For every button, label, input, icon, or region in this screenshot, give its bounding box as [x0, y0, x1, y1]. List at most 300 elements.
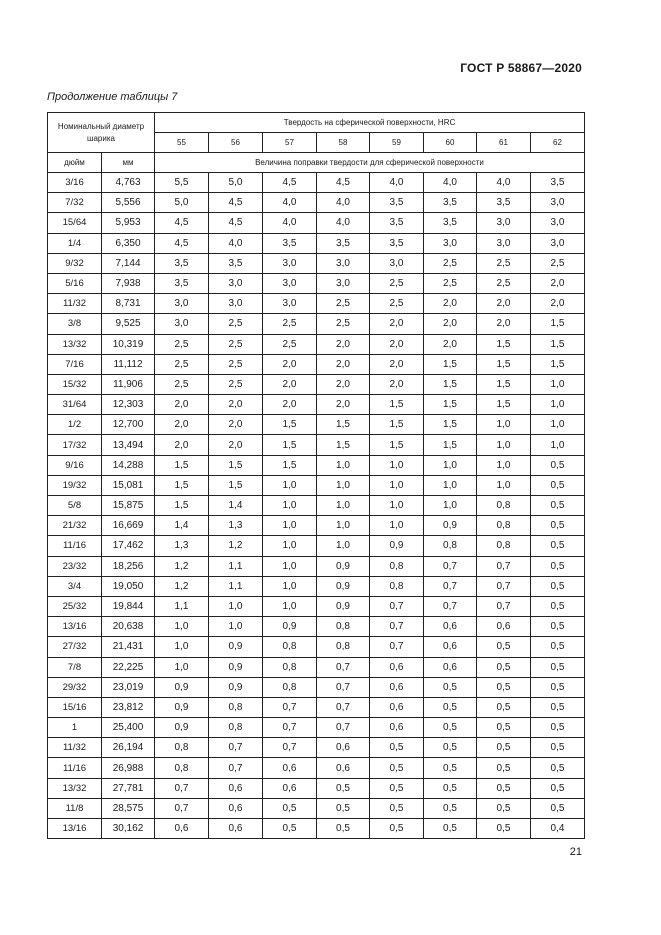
diameter-inch-cell: 5/16 [48, 273, 102, 293]
correction-value-cell: 3,0 [477, 233, 531, 253]
diameter-mm-cell: 7,144 [102, 253, 155, 273]
diameter-inch-cell: 9/32 [48, 253, 102, 273]
correction-value-cell: 1,0 [155, 617, 209, 637]
correction-value-cell: 0,5 [370, 819, 424, 839]
correction-value-cell: 0,5 [531, 738, 585, 758]
correction-value-cell: 0,5 [531, 516, 585, 536]
correction-value-cell: 0,7 [370, 617, 424, 637]
correction-value-cell: 4,5 [209, 213, 263, 233]
correction-value-cell: 2,5 [209, 314, 263, 334]
correction-value-cell: 0,5 [477, 718, 531, 738]
correction-value-cell: 0,7 [209, 758, 263, 778]
diameter-mm-cell: 23,812 [102, 697, 155, 717]
diameter-mm-cell: 26,194 [102, 738, 155, 758]
correction-value-cell: 0,7 [209, 738, 263, 758]
diameter-inch-cell: 1/2 [48, 415, 102, 435]
correction-value-cell: 1,5 [370, 415, 424, 435]
diameter-mm-cell: 19,844 [102, 596, 155, 616]
correction-value-cell: 1,5 [263, 415, 317, 435]
correction-value-cell: 2,0 [477, 314, 531, 334]
correction-value-cell: 0,5 [424, 798, 477, 818]
table-row [48, 677, 585, 697]
correction-value-cell: 1,0 [317, 496, 370, 516]
correction-value-cell: 0,8 [263, 637, 317, 657]
correction-value-cell: 1,5 [155, 496, 209, 516]
correction-value-cell: 1,5 [477, 395, 531, 415]
correction-value-cell: 2,5 [209, 354, 263, 374]
correction-value-cell: 3,5 [155, 273, 209, 293]
correction-value-cell: 1,5 [155, 475, 209, 495]
correction-value-cell: 2,0 [317, 374, 370, 394]
correction-value-cell: 0,6 [263, 758, 317, 778]
correction-value-cell: 1,0 [263, 556, 317, 576]
diameter-inch-cell: 15/16 [48, 697, 102, 717]
correction-value-cell: 0,6 [317, 738, 370, 758]
diameter-mm-cell: 7,938 [102, 273, 155, 293]
diameter-mm-cell: 12,303 [102, 395, 155, 415]
diameter-inch-cell: 25/32 [48, 596, 102, 616]
correction-value-cell: 0,5 [424, 819, 477, 839]
correction-value-cell: 1,5 [370, 395, 424, 415]
correction-value-cell: 2,0 [370, 334, 424, 354]
correction-value-cell: 0,5 [477, 758, 531, 778]
correction-value-cell: 2,5 [155, 374, 209, 394]
correction-value-cell: 0,9 [155, 697, 209, 717]
diameter-mm-cell: 6,350 [102, 233, 155, 253]
correction-value-cell: 0,8 [263, 657, 317, 677]
correction-value-cell: 3,0 [477, 213, 531, 233]
correction-value-cell: 0,8 [263, 677, 317, 697]
table-row [48, 637, 585, 657]
correction-value-cell: 3,0 [263, 253, 317, 273]
correction-value-cell: 1,5 [209, 475, 263, 495]
correction-value-cell: 1,5 [424, 374, 477, 394]
document-code: ГОСТ Р 58867—2020 [460, 61, 582, 75]
correction-value-cell: 1,0 [424, 455, 477, 475]
correction-value-cell: 1,5 [531, 314, 585, 334]
hrc-value-header: 58 [317, 133, 370, 153]
correction-value-cell: 3,5 [370, 213, 424, 233]
correction-value-cell: 0,8 [477, 516, 531, 536]
diameter-inch-cell: 5/8 [48, 496, 102, 516]
diameter-inch-cell: 11/16 [48, 758, 102, 778]
correction-value-cell: 2,0 [209, 415, 263, 435]
correction-value-cell: 3,5 [424, 193, 477, 213]
correction-value-cell: 0,8 [209, 697, 263, 717]
table-row [48, 556, 585, 576]
correction-value-cell: 4,0 [424, 173, 477, 193]
table-row [48, 516, 585, 536]
correction-value-cell: 2,0 [209, 395, 263, 415]
correction-value-cell: 2,0 [370, 354, 424, 374]
correction-value-cell: 0,7 [317, 697, 370, 717]
correction-value-cell: 0,7 [317, 657, 370, 677]
table-row [48, 475, 585, 495]
correction-value-cell: 0,9 [317, 596, 370, 616]
correction-value-cell: 0,8 [155, 738, 209, 758]
correction-value-cell: 0,7 [263, 738, 317, 758]
correction-value-cell: 0,5 [531, 455, 585, 475]
diameter-inch-cell: 27/32 [48, 637, 102, 657]
unit-mm-header: мм [102, 153, 155, 173]
table-row [48, 233, 585, 253]
hrc-value-header: 61 [477, 133, 531, 153]
diameter-inch-cell: 15/64 [48, 213, 102, 233]
correction-value-cell: 2,5 [424, 273, 477, 293]
correction-value-cell: 4,5 [263, 173, 317, 193]
correction-value-cell: 1,0 [531, 395, 585, 415]
correction-value-cell: 0,5 [370, 758, 424, 778]
correction-value-cell: 4,0 [317, 213, 370, 233]
correction-value-cell: 4,5 [209, 193, 263, 213]
correction-value-cell: 2,0 [317, 334, 370, 354]
diameter-mm-cell: 27,781 [102, 778, 155, 798]
correction-value-cell: 2,0 [424, 334, 477, 354]
correction-value-cell: 2,0 [477, 294, 531, 314]
correction-value-cell: 2,0 [263, 395, 317, 415]
correction-value-cell: 3,5 [424, 213, 477, 233]
diameter-inch-cell: 21/32 [48, 516, 102, 536]
correction-value-cell: 1,0 [477, 415, 531, 435]
correction-value-cell: 2,5 [370, 294, 424, 314]
correction-value-cell: 1,5 [531, 334, 585, 354]
correction-value-cell: 2,5 [209, 374, 263, 394]
correction-value-cell: 0,9 [209, 657, 263, 677]
correction-value-cell: 0,7 [477, 596, 531, 616]
correction-value-cell: 2,0 [531, 273, 585, 293]
correction-value-cell: 0,9 [155, 718, 209, 738]
correction-value-cell: 0,6 [209, 778, 263, 798]
table-row [48, 536, 585, 556]
correction-value-cell: 0,5 [424, 697, 477, 717]
hardness-header: Твердость на сферической поверхности, HRC [155, 113, 585, 133]
correction-value-cell: 2,5 [477, 253, 531, 273]
correction-value-cell: 3,0 [155, 314, 209, 334]
correction-value-cell: 0,9 [209, 637, 263, 657]
correction-value-cell: 0,5 [317, 778, 370, 798]
diameter-mm-cell: 14,288 [102, 455, 155, 475]
table-row [48, 334, 585, 354]
correction-value-cell: 0,5 [477, 819, 531, 839]
table-row [48, 193, 585, 213]
correction-value-cell: 0,7 [155, 798, 209, 818]
correction-value-cell: 1,0 [424, 475, 477, 495]
diameter-mm-cell: 10,319 [102, 334, 155, 354]
correction-value-cell: 0,5 [531, 576, 585, 596]
correction-value-cell: 0,7 [424, 576, 477, 596]
correction-value-cell: 1,1 [209, 556, 263, 576]
table-row [48, 435, 585, 455]
table-row [48, 819, 585, 839]
correction-value-cell: 0,5 [531, 475, 585, 495]
correction-value-cell: 2,0 [209, 435, 263, 455]
correction-value-cell: 4,0 [317, 193, 370, 213]
correction-value-cell: 0,8 [424, 536, 477, 556]
correction-value-cell: 1,0 [155, 657, 209, 677]
correction-value-cell: 0,5 [531, 697, 585, 717]
table-row [48, 697, 585, 717]
correction-value-cell: 3,0 [531, 193, 585, 213]
correction-value-cell: 2,0 [424, 314, 477, 334]
diameter-inch-cell: 23/32 [48, 556, 102, 576]
correction-value-cell: 2,0 [370, 314, 424, 334]
correction-value-cell: 1,0 [263, 475, 317, 495]
diameter-inch-cell: 13/16 [48, 617, 102, 637]
correction-value-cell: 1,0 [317, 475, 370, 495]
correction-value-cell: 0,6 [370, 677, 424, 697]
hrc-value-header: 59 [370, 133, 424, 153]
correction-value-cell: 0,5 [531, 657, 585, 677]
correction-value-cell: 0,5 [531, 596, 585, 616]
correction-value-cell: 1,3 [209, 516, 263, 536]
correction-value-cell: 2,5 [209, 334, 263, 354]
correction-value-cell: 1,0 [370, 475, 424, 495]
correction-value-cell: 5,5 [155, 173, 209, 193]
diameter-mm-cell: 4,763 [102, 173, 155, 193]
diameter-inch-cell: 31/64 [48, 395, 102, 415]
correction-value-cell: 0,6 [317, 758, 370, 778]
correction-value-cell: 1,4 [155, 516, 209, 536]
correction-value-cell: 1,5 [424, 354, 477, 374]
diameter-inch-cell: 11/8 [48, 798, 102, 818]
correction-value-cell: 1,5 [209, 455, 263, 475]
table-row [48, 718, 585, 738]
table-row [48, 213, 585, 233]
diameter-mm-cell: 16,669 [102, 516, 155, 536]
diameter-mm-cell: 26,988 [102, 758, 155, 778]
diameter-mm-cell: 22,225 [102, 657, 155, 677]
correction-value-cell: 1,5 [477, 354, 531, 374]
diameter-inch-cell: 13/16 [48, 819, 102, 839]
correction-value-cell: 0,5 [370, 798, 424, 818]
correction-value-cell: 2,0 [424, 294, 477, 314]
table-row [48, 294, 585, 314]
correction-value-cell: 0,5 [317, 798, 370, 818]
correction-value-cell: 0,4 [531, 819, 585, 839]
diameter-inch-cell: 17/32 [48, 435, 102, 455]
correction-value-cell: 1,0 [477, 475, 531, 495]
correction-value-cell: 1,0 [477, 435, 531, 455]
table-row [48, 173, 585, 193]
correction-value-cell: 0,5 [531, 496, 585, 516]
correction-value-cell: 1,5 [424, 415, 477, 435]
correction-value-cell: 1,2 [155, 556, 209, 576]
table-row [48, 576, 585, 596]
diameter-mm-cell: 20,638 [102, 617, 155, 637]
correction-value-cell: 4,0 [209, 233, 263, 253]
table-row [48, 354, 585, 374]
correction-value-cell: 0,7 [317, 718, 370, 738]
page-number: 21 [569, 846, 582, 858]
correction-value-cell: 0,5 [424, 738, 477, 758]
diameter-inch-cell: 7/8 [48, 657, 102, 677]
diameter-mm-cell: 17,462 [102, 536, 155, 556]
correction-value-cell: 0,9 [209, 677, 263, 697]
correction-value-cell: 1,5 [477, 374, 531, 394]
table-row [48, 374, 585, 394]
correction-value-cell: 0,9 [370, 536, 424, 556]
correction-value-cell: 3,0 [155, 294, 209, 314]
correction-value-cell: 3,0 [317, 273, 370, 293]
correction-value-cell: 1,0 [531, 415, 585, 435]
correction-value-cell: 0,8 [317, 617, 370, 637]
correction-value-cell: 3,5 [531, 173, 585, 193]
correction-value-cell: 1,0 [317, 455, 370, 475]
correction-value-cell: 0,8 [317, 637, 370, 657]
correction-value-cell: 1,0 [370, 496, 424, 516]
correction-value-cell: 3,0 [370, 253, 424, 273]
diameter-inch-cell: 11/16 [48, 536, 102, 556]
diameter-mm-cell: 8,731 [102, 294, 155, 314]
correction-value-cell: 3,5 [370, 193, 424, 213]
correction-value-cell: 3,0 [263, 294, 317, 314]
correction-value-cell: 0,5 [531, 677, 585, 697]
correction-value-cell: 4,0 [477, 173, 531, 193]
diameter-mm-cell: 28,575 [102, 798, 155, 818]
hrc-value-header: 62 [531, 133, 585, 153]
correction-value-cell: 1,0 [424, 496, 477, 516]
correction-value-cell: 0,5 [531, 556, 585, 576]
correction-value-cell: 2,0 [317, 354, 370, 374]
correction-value-cell: 0,6 [424, 657, 477, 677]
diameter-inch-cell: 29/32 [48, 677, 102, 697]
table-row [48, 253, 585, 273]
correction-value-cell: 0,6 [477, 617, 531, 637]
correction-value-cell: 0,6 [155, 819, 209, 839]
correction-value-cell: 2,0 [155, 415, 209, 435]
correction-value-cell: 2,5 [317, 314, 370, 334]
diameter-inch-cell: 11/32 [48, 738, 102, 758]
correction-value-cell: 0,5 [531, 617, 585, 637]
correction-value-cell: 0,5 [424, 718, 477, 738]
correction-value-cell: 3,5 [477, 193, 531, 213]
correction-value-cell: 0,5 [531, 536, 585, 556]
correction-value-cell: 0,6 [370, 697, 424, 717]
table-caption: Продолжение таблицы 7 [47, 91, 178, 103]
correction-value-cell: 0,6 [209, 819, 263, 839]
correction-value-cell: 1,0 [531, 374, 585, 394]
correction-value-cell: 0,9 [424, 516, 477, 536]
correction-value-cell: 1,0 [155, 637, 209, 657]
table-row [48, 415, 585, 435]
correction-value-cell: 0,7 [477, 576, 531, 596]
diameter-inch-cell: 3/16 [48, 173, 102, 193]
correction-value-cell: 1,0 [263, 596, 317, 616]
correction-value-cell: 2,5 [370, 273, 424, 293]
correction-value-cell: 1,5 [477, 334, 531, 354]
table-row [48, 778, 585, 798]
correction-value-cell: 0,9 [155, 677, 209, 697]
diameter-inch-cell: 1 [48, 718, 102, 738]
table-body [48, 173, 585, 839]
correction-value-cell: 0,9 [263, 617, 317, 637]
diameter-mm-cell: 15,081 [102, 475, 155, 495]
correction-value-cell: 1,0 [209, 617, 263, 637]
correction-value-cell: 0,5 [477, 657, 531, 677]
correction-value-cell: 1,5 [317, 435, 370, 455]
correction-value-cell: 1,2 [155, 576, 209, 596]
table-row [48, 496, 585, 516]
correction-value-cell: 2,0 [263, 354, 317, 374]
correction-value-cell: 0,5 [263, 819, 317, 839]
correction-value-cell: 0,5 [531, 758, 585, 778]
correction-value-cell: 3,0 [531, 233, 585, 253]
correction-value-cell: 5,0 [209, 173, 263, 193]
diameter-inch-cell: 15/32 [48, 374, 102, 394]
correction-value-cell: 0,5 [477, 798, 531, 818]
correction-value-cell: 2,0 [370, 374, 424, 394]
correction-value-cell: 0,8 [477, 496, 531, 516]
correction-value-cell: 4,5 [155, 233, 209, 253]
correction-value-cell: 0,8 [477, 536, 531, 556]
correction-value-cell: 0,8 [370, 576, 424, 596]
correction-value-cell: 3,0 [209, 273, 263, 293]
correction-value-cell: 0,5 [317, 819, 370, 839]
table-row [48, 455, 585, 475]
correction-value-cell: 1,1 [155, 596, 209, 616]
correction-value-cell: 0,7 [263, 718, 317, 738]
diameter-inch-cell: 13/32 [48, 778, 102, 798]
correction-value-cell: 1,5 [263, 435, 317, 455]
diameter-mm-cell: 19,050 [102, 576, 155, 596]
correction-value-cell: 2,5 [155, 334, 209, 354]
correction-value-cell: 2,5 [263, 314, 317, 334]
table-row [48, 395, 585, 415]
hrc-value-header: 56 [209, 133, 263, 153]
correction-value-cell: 0,6 [370, 657, 424, 677]
correction-value-cell: 1,0 [370, 455, 424, 475]
correction-value-cell: 0,5 [477, 738, 531, 758]
correction-value-cell: 1,0 [317, 516, 370, 536]
hardness-correction-table [47, 112, 585, 839]
diameter-inch-cell: 3/4 [48, 576, 102, 596]
diameter-mm-cell: 23,019 [102, 677, 155, 697]
diameter-inch-cell: 19/32 [48, 475, 102, 495]
correction-value-cell: 3,5 [209, 253, 263, 273]
correction-value-cell: 2,5 [263, 334, 317, 354]
correction-value-cell: 3,0 [531, 213, 585, 233]
correction-value-cell: 0,5 [531, 778, 585, 798]
diameter-inch-cell: 9/16 [48, 455, 102, 475]
correction-value-cell: 0,5 [477, 778, 531, 798]
correction-value-cell: 3,0 [424, 233, 477, 253]
correction-value-cell: 1,5 [263, 455, 317, 475]
diameter-inch-cell: 7/16 [48, 354, 102, 374]
correction-value-cell: 0,5 [370, 738, 424, 758]
correction-value-cell: 3,5 [370, 233, 424, 253]
diameter-mm-cell: 21,431 [102, 637, 155, 657]
correction-value-cell: 1,4 [209, 496, 263, 516]
correction-value-cell: 0,8 [209, 718, 263, 738]
correction-value-cell: 0,7 [263, 697, 317, 717]
correction-value-cell: 3,0 [317, 253, 370, 273]
correction-value-cell: 0,6 [424, 617, 477, 637]
correction-value-cell: 3,0 [263, 273, 317, 293]
correction-value-cell: 4,0 [263, 213, 317, 233]
hrc-value-header: 57 [263, 133, 317, 153]
table-row [48, 798, 585, 818]
diameter-mm-cell: 18,256 [102, 556, 155, 576]
correction-value-cell: 0,5 [424, 758, 477, 778]
correction-value-cell: 0,5 [263, 798, 317, 818]
correction-value-cell: 0,7 [155, 778, 209, 798]
correction-value-cell: 0,5 [370, 778, 424, 798]
correction-value-cell: 1,5 [531, 354, 585, 374]
correction-value-cell: 4,0 [263, 193, 317, 213]
correction-value-cell: 0,7 [370, 596, 424, 616]
correction-value-cell: 2,5 [155, 354, 209, 374]
diameter-inch-cell: 3/8 [48, 314, 102, 334]
